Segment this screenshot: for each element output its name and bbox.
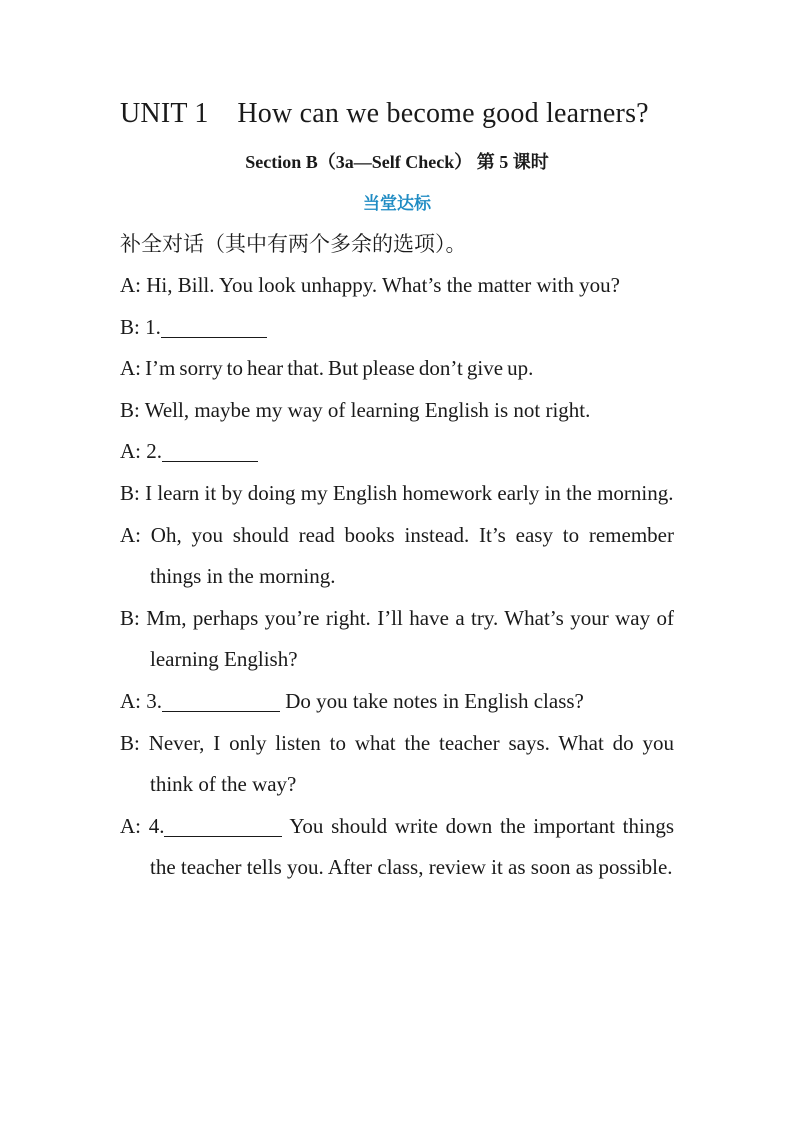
speaker: A:: [120, 688, 141, 713]
answer-blank-1[interactable]: [161, 313, 267, 338]
speaker: A:: [120, 522, 141, 547]
blank-number: 2.: [146, 439, 162, 464]
dialogue-line-10: [120, 723, 674, 806]
answer-blank-3[interactable]: [162, 687, 280, 712]
answer-blank-2[interactable]: [162, 437, 258, 462]
speaker: B:: [120, 397, 140, 422]
section-label: 当堂达标: [363, 194, 431, 214]
speaker: A:: [120, 439, 141, 464]
dialogue-line-5: [120, 431, 674, 473]
blank-number: 3.: [146, 688, 162, 713]
dialogue-line-8: [120, 598, 674, 681]
dialogue-text: Never, I only listen to what the teacher says. What do you think of the way?: [148, 730, 675, 797]
blank-number: 4.: [148, 813, 165, 838]
dialogue-text: You should write down the important things the teacher tells you. After class, review it as soon as possible.: [150, 813, 674, 880]
dialogue-line-9: [120, 681, 674, 723]
dialogue-text: I’m sorry to hear that. But please don’t give up.: [145, 356, 534, 381]
dialogue-line-4: [120, 390, 674, 432]
answer-blank-4[interactable]: [164, 812, 282, 837]
dialogue: [120, 265, 674, 889]
dialogue-text: Hi, Bill. You look unhappy. What’s the matter with you?: [146, 273, 620, 297]
speaker: B:: [120, 314, 140, 339]
dialogue-line-2: [120, 307, 674, 349]
speaker: B:: [120, 730, 140, 755]
dialogue-line-11: [120, 806, 674, 889]
unit-title: UNIT 1 How can we become good learners?: [120, 98, 649, 129]
dialogue-line-6: [120, 473, 674, 515]
dialogue-text: Mm, perhaps you’re right. I’ll have a try. What’s your way of learning English?: [146, 605, 674, 672]
speaker: B:: [120, 605, 140, 630]
dialogue-line-3: [120, 348, 674, 390]
dialogue-text: Do you take notes in English class?: [280, 688, 584, 713]
dialogue-line-1: [120, 265, 674, 307]
section-subtitle: Section B（3a—Self Check） 第 5 课时: [245, 152, 549, 172]
speaker: B:: [120, 480, 140, 505]
speaker: A:: [120, 273, 141, 297]
dialogue-text: I learn it by doing my English homework early in the morning.: [145, 480, 674, 505]
dialogue-line-7: [120, 515, 674, 598]
speaker: A:: [120, 356, 141, 381]
exercise-instruction: 补全对话（其中有两个多余的选项）。: [120, 232, 467, 256]
dialogue-text: Oh, you should read books instead. It’s easy to remember things in the morning.: [150, 522, 674, 589]
speaker: A:: [120, 813, 141, 838]
blank-number: 1.: [145, 314, 161, 339]
dialogue-text: Well, maybe my way of learning English is not right.: [144, 397, 591, 422]
